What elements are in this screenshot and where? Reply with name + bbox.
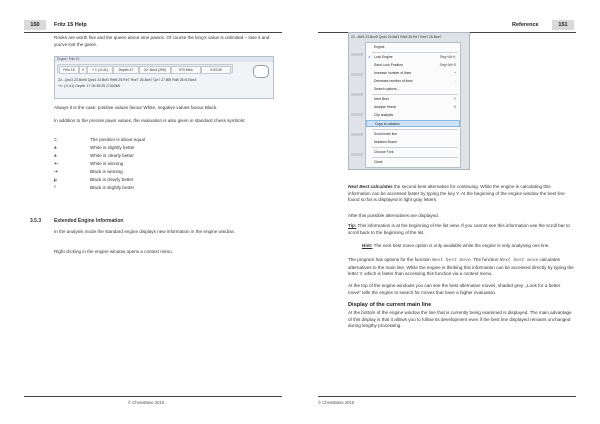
- eval-sign-paragraph: Always it is the case: positive values favour White, negative values favour Black.: [54, 105, 218, 110]
- program-text: The program has options for the function: [348, 257, 433, 262]
- menu-item-next-best[interactable]: [366, 96, 460, 103]
- next-best-paragraph: [348, 184, 574, 204]
- menu-item-shortcut: Strg+Alt+L: [439, 55, 456, 59]
- eval-description: White is winning: [90, 161, 124, 166]
- program-options-paragraph: [348, 257, 574, 278]
- top-window-paragraph: At the top of the engine windows you can see the best alternative moves, shaded grey. „Look for a better move" tells the engine to search for moves that have a higher evaluation.: [348, 283, 561, 295]
- menu-item-shortcut: X: [453, 105, 456, 109]
- engine-line-stub: [351, 93, 363, 96]
- hint-text: The next best move option is only available while the engine is only analysing one line.: [372, 243, 550, 248]
- display-main-line-heading: Display of the current main line: [348, 302, 432, 308]
- menu-separator: [372, 94, 458, 95]
- page-header: [24, 20, 282, 33]
- engine-line-stub: [351, 113, 363, 116]
- menu-item-search-options[interactable]: [366, 86, 460, 93]
- eval-symbol: µ: [54, 177, 57, 182]
- menu-item-decrease-lines[interactable]: [366, 78, 460, 85]
- context-menu: [365, 42, 461, 168]
- engine-toolbar: [57, 64, 233, 73]
- section-title: Extended Engine Information: [54, 218, 124, 224]
- engine-depth-cell: Depth=17: [113, 66, 139, 74]
- menu-item-label: Search options...: [374, 87, 400, 91]
- program-text: . The function: [470, 257, 500, 262]
- eval-description: White is slightly better: [90, 145, 135, 150]
- next-best-text: the second best alternative for continuing. While the engine is calculating this information can be accessed faster by typing the key Y. At the beginning of the engine window the best line found so far is displayed in light gray letters.: [348, 184, 565, 203]
- menu-item-copy-to-notation[interactable]: [366, 120, 460, 127]
- footer-rule: [24, 396, 282, 397]
- menu-item-label: Notation Board: [374, 140, 397, 144]
- display-main-line-paragraph: At the bottom of the engine window the line that is currently being examined is displayed. The main advantage of this display is that it allows you to follow its development even if the best line displayed remains unchanged during lengthy processing.: [348, 310, 572, 329]
- eval-description: Black is winning: [90, 169, 123, 174]
- menu-item-label: Analyse threat: [374, 105, 396, 109]
- menu-separator: [372, 147, 458, 148]
- menu-item-label: Increase number of lines: [374, 71, 412, 75]
- engine-line-stub: [351, 53, 363, 56]
- engine-main-line: 22...Qxc3 23.Bxe5 Qxd4 24.Bxf1 Rfe8 25.Re7 Rxe7 26.Bxe7 Qe7 27.Bf5 Rd8 28.f4 Bxe3: [58, 78, 197, 82]
- context-menu-screenshot: [348, 32, 470, 170]
- footer-copyright: © ChessBase 2015: [318, 400, 355, 405]
- menu-item-label: Decrease number of lines: [374, 79, 413, 83]
- engine-lines-cell: 0: [79, 66, 87, 74]
- eval-description: Black is slightly better: [90, 185, 135, 190]
- eval-description: The position is about equal: [90, 137, 145, 142]
- engine-line-stub: [351, 133, 363, 136]
- menu-separator: [372, 157, 458, 158]
- menu-item-scroll-main-line[interactable]: [366, 131, 460, 138]
- function-name: Next best move: [499, 258, 539, 263]
- alternatives-paragraph: After this possible alternatives are displayed.: [348, 213, 439, 218]
- engine-speed-cell: 570 kN/s: [171, 66, 201, 74]
- eval-description: White is clearly better: [90, 153, 134, 158]
- menu-item-label: Clip analysis: [374, 113, 394, 117]
- menu-item-lock-engine[interactable]: [366, 54, 460, 61]
- menu-item-label: Lock Engine: [374, 55, 393, 59]
- eval-symbol: =: [54, 137, 57, 142]
- menu-item-clip-analysis[interactable]: [366, 112, 460, 119]
- menu-item-increase-lines[interactable]: [366, 70, 460, 77]
- menu-item-label: Next Best: [374, 97, 389, 101]
- function-name: Next best move: [432, 258, 471, 263]
- eval-symbol: ³: [54, 185, 56, 190]
- menu-item-notation-board[interactable]: [366, 139, 460, 146]
- engine-eval-cell: + 1 (-0.41): [87, 66, 113, 74]
- eval-symbol: ±: [54, 153, 57, 158]
- program-text: calculates alternatives to the main line. While the engine is thinking this information can be accessed directly by typing the letter Y, which is faster than accessing this function via a context menu.: [348, 257, 574, 277]
- footer-rule: [318, 396, 576, 397]
- menu-item-shortcut: Y: [453, 97, 456, 101]
- menu-item-label: Engine: [374, 45, 385, 49]
- menu-item-label: Choose Font: [374, 150, 394, 154]
- engine-logo-icon: [253, 65, 269, 78]
- menu-separator: [372, 129, 458, 130]
- intro-paragraph: Rooks are worth five and the queen about nine pawns. Of course the king's value is unlimited – lose it and you've lost the game.: [54, 35, 270, 47]
- engine-line-info: +/= (-0.41) Depth: 17 00:39:25 17402kN: [58, 84, 121, 88]
- menu-separator: [372, 52, 458, 53]
- engine-line-stub: [351, 73, 363, 76]
- context-menu-paragraph: Right clicking in the engine window opens a context menu.: [54, 249, 173, 254]
- engine-line-text: 22...Bxf3 23.Bxe5 Qxd4 24.Bxf1 Rfe8 25.Re7 Rxe7 26.Bxe7: [351, 35, 442, 39]
- menu-item-engine[interactable]: [366, 44, 460, 51]
- footer-copyright: © ChessBase 2015: [128, 400, 165, 405]
- engine-window-screenshot: [54, 56, 274, 99]
- engine-name-cell: Fritz 15: [59, 66, 79, 74]
- tip-text: This information is at the beginning of the list view. If you cannot see this information use the scroll bar to scroll back to the beginning of the list.: [348, 223, 570, 235]
- eval-symbol: -+: [54, 169, 59, 174]
- engine-move-cell: 22: Bxc3 (209): [139, 66, 171, 74]
- section-number: 3.5.3: [30, 218, 42, 224]
- menu-item-shortcut: -: [454, 79, 456, 83]
- eval-symbol: ±: [54, 145, 57, 150]
- menu-item-choose-font[interactable]: [366, 149, 460, 156]
- menu-item-shortcut: +: [454, 71, 456, 75]
- section-paragraph: In the analysis mode the standard engine displays new information in the engine window.: [54, 229, 235, 234]
- engine-time-cell: 0:03:26: [201, 66, 231, 74]
- page-number: 150: [24, 20, 46, 30]
- eval-symbol: +-: [54, 161, 59, 166]
- engine-line-stub: [351, 153, 363, 156]
- page-number: 151: [552, 20, 574, 30]
- next-best-term: Next Best calculates: [348, 184, 393, 189]
- tip-label: Tip:: [348, 223, 357, 228]
- menu-item-label: Close: [374, 160, 383, 164]
- right-page: [300, 0, 600, 424]
- engine-window-title: Engine: Fritz 15: [55, 57, 273, 62]
- menu-item-close[interactable]: [366, 159, 460, 166]
- tip-paragraph: [348, 223, 574, 236]
- header-title: Reference: [512, 22, 539, 28]
- menu-item-analyse-threat[interactable]: [366, 104, 460, 111]
- check-icon: ✓: [368, 55, 371, 59]
- menu-item-label: Copy to notation: [375, 122, 400, 126]
- hint-label: Hint:: [362, 243, 373, 248]
- eval-description: Black is clearly better: [90, 177, 134, 182]
- header-title: Fritz 15 Help: [54, 22, 87, 28]
- menu-item-label: Save Lock Position: [374, 63, 403, 67]
- eval-symbols-intro: In addition to the precise pawn values, the evaluation is also given in standard chess symbols:: [54, 118, 246, 123]
- hint-paragraph: [362, 243, 574, 250]
- menu-item-save-lock-position[interactable]: [366, 62, 460, 69]
- menu-item-shortcut: Strg+Alt+S: [439, 63, 456, 67]
- menu-item-label: Scroll main line: [374, 132, 397, 136]
